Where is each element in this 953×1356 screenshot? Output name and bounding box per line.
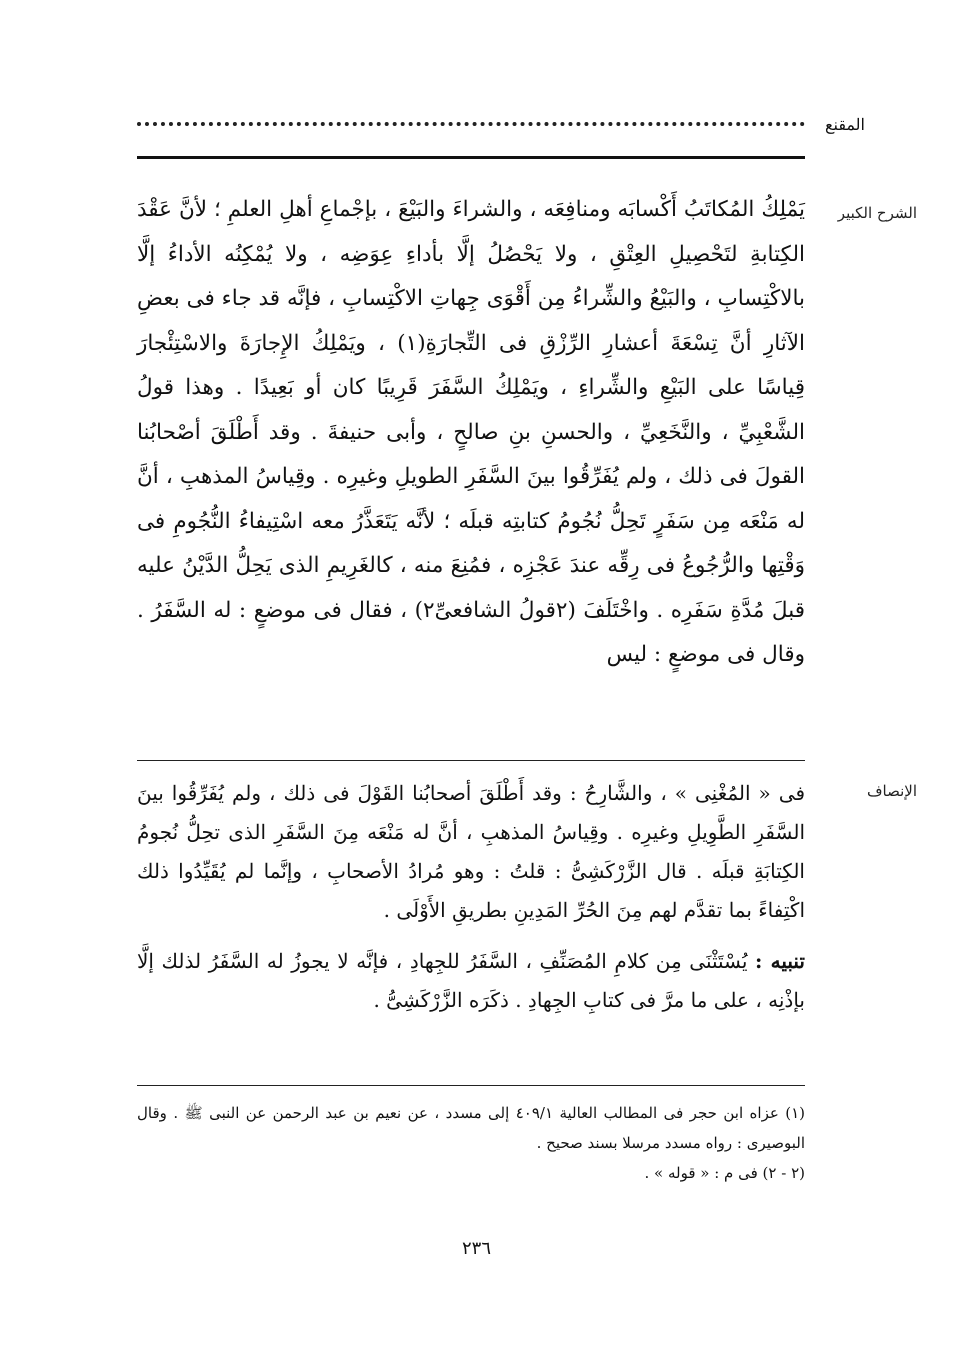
sharh-text [137, 188, 805, 678]
header-rule [137, 156, 805, 159]
footnote-divider [137, 1085, 805, 1086]
tanbih-paragraph [137, 942, 805, 1020]
tanbih-text: يُسْتَثْنَى مِن كلامِ المُصَنِّفِ ، السَّفَرُ للجِهادِ ، فإنَّه لا يجوزُ له السَّفَرُ لذلك إلَّا بإذْنِه ، على ما مرَّ فى كتابِ الجِهادِ . ذكَرَه الزَّرْكَشِىُّ . [137, 949, 805, 1012]
sharh-paragraph: يَمْلِكُ المُكاتَبُ أَكْسابَه ومنافِعَه ، والشراءَ والبَيْعَ ، بإجْماعِ أهلِ العلمِ ؛ لأنَّ عَقْدَ الكِتابةِ لتَحْصِيلِ العِتْقِ ، ولا يَحْصُلُ إلَّا بأداءِ عِوَضِه ، ولا يُمْكِنُه الأداءُ إلَّا بالاكْتِسابِ ، والبَيْعُ والشِّراءُ مِن أَقْوَى جِهاتِ الاكْتِسابِ ، فإنَّه قد جاء فى بعضِ الآثارِ أنَّ تِسْعَةَ أعشارِ الرِّزْقِ فى التِّجارَةِ(١) ، ويَمْلِكُ الإِجارَةَ والاسْتِئْجارَ قِياسًا على البَيْعِ والشِّراءِ ، ويَمْلِكُ السَّفَرَ قَرِيبًا كان أو بَعِيدًا . وهذا قولُ الشَّعْبِيِّ ، والنَّخَعِيِّ ، والحسنِ بنِ صالحٍ ، وأبى حنيفةَ . وقد أَطْلَقَ أصْحابُنا القولَ فى ذلك ، ولم يُفَرِّقُوا بينَ السَّفَرِ الطويلِ وغيرِه . وقِياسُ المذهبِ ، أنَّ له مَنْعَه مِن سَفَرٍ تَحِلُّ نُجُومُ كتابتِه قبلَه ؛ لأنَّه يَتَعَذَّرُ معه اسْتِيفاءُ النُّجُومِ فى وَقْتِها والرُّجُوعُ فى رِقِّه عندَ عَجْزِه ، فمُنِعَ منه ، كالغَرِيمِ الذى يَحِلُّ الدَّيْنُ عليه قبلَ مُدَّةِ سَفَرِه . واخْتَلَفَ (٢قولُ الشافعىِّ٢) ، فقال فى موضعٍ : له السَّفَرُ . وقال فى موضعٍ : ليس [137, 197, 805, 667]
insaf-label: الإنصاف [866, 782, 917, 800]
footnotes [137, 1098, 805, 1188]
running-title: المقنع [824, 115, 865, 134]
page-number: ٢٣٦ [461, 1238, 491, 1259]
insaf-text [137, 774, 805, 1020]
sharh-label: الشرح الكبير [837, 204, 917, 222]
footnote-2: (٢ - ٢) فى م : « قوله » . [644, 1164, 805, 1182]
insaf-paragraph: فى « المُغْنِى » ، والشَّارِحُ : وقد أَطْلَقَ أصحابُنا القَوْلَ فى ذلك ، ولم يُفَرِّقُوا بينَ السَّفَرِ الطَّوِيلِ وغيرِه . وقِياسُ المذهبِ ، أنَّ له مَنْعَه مِنَ السَّفَرِ الذى تحِلُّ نُجومُ الكِتابَةِ قبلَه . قال الزَّرْكَشِىُّ : قلتُ : وهو مُرادُ الأصحابِ ، وإنَّما لم يُقَيِّدُوا ذلك اكْتِفاءً بما تقدَّم لهم مِنَ الحُرِّ المَدِينِ بطريقِ الأَوْلَى . [137, 781, 805, 922]
section-divider [137, 760, 805, 761]
tanbih-heading: تنبيه : [755, 949, 806, 973]
dotted-header-rule [137, 122, 805, 126]
footnote-1: (١) عزاه ابن حجر فى المطالب العالية ٤٠٩/١ إلى مسدد ، عن نعيم بن عبد الرحمن عن النبى ﷺ . وقال البوصيرى : رواه مسدد مرسلا بسند صحيح . [137, 1104, 806, 1152]
